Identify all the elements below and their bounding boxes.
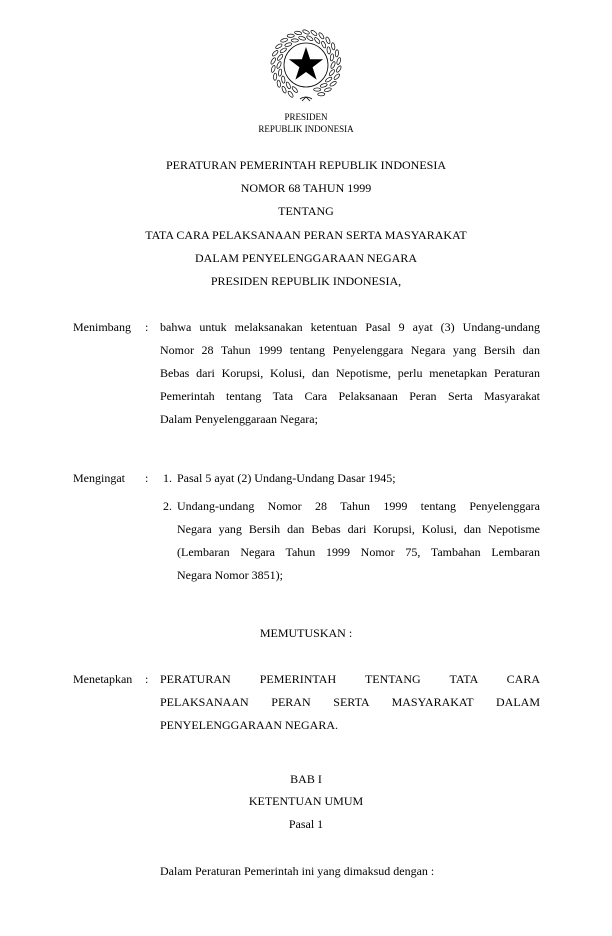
title-line: PERATURAN PEMERINTAH REPUBLIK INDONESIA bbox=[165, 158, 447, 172]
wreath-leaf bbox=[281, 76, 285, 84]
wreath-leaf bbox=[280, 38, 288, 43]
wreath-leaf bbox=[310, 29, 318, 36]
chapter-title: KETENTUAN UMUM bbox=[248, 794, 364, 808]
list-item-number: 2. bbox=[163, 498, 172, 513]
wreath-leaf bbox=[270, 57, 277, 65]
menimbang-line: Pemerintah tentang Tata Cara Pelaksanaan Peran Serta Masyarakat bbox=[160, 388, 540, 403]
list-item-line: Pasal 5 ayat (2) Undang-Undang Dasar 1945; bbox=[177, 470, 396, 485]
issuer-header bbox=[0, 111, 612, 135]
wreath-leaf bbox=[314, 88, 321, 91]
list-item-line: Undang-undang Nomor 28 Tahun 1999 tentang Penyelenggara bbox=[177, 498, 540, 513]
article-number: Pasal 1 bbox=[288, 816, 324, 831]
menimbang-line: bahwa untuk melaksanakan ketentuan Pasal 9 ayat (3) Undang-undang bbox=[160, 319, 540, 334]
wreath-leaf bbox=[291, 39, 298, 42]
menimbang-label: Menimbang bbox=[73, 319, 131, 334]
wreath-leaf bbox=[285, 81, 291, 89]
star-wreath-emblem-icon bbox=[266, 25, 346, 105]
wreath-leaf bbox=[335, 50, 339, 57]
wreath-leaf bbox=[329, 81, 337, 87]
wreath-leaf bbox=[287, 90, 294, 98]
menimbang-line: Dalam Penyelenggaraan Negara; bbox=[160, 411, 318, 426]
list-item-line: (Lembaran Negara Tahun 1999 Nomor 75, Tambahan Lembaran bbox=[177, 544, 540, 559]
wreath-leaf bbox=[314, 37, 321, 45]
list-item-line: Negara yang Bersih dan Bebas dari Korupsi, Kolusi, dan Nepotisme bbox=[177, 521, 540, 536]
wreath-leaf bbox=[321, 41, 327, 49]
wreath-leaf bbox=[330, 61, 336, 69]
issuer-line-president: PRESIDEN bbox=[284, 112, 328, 122]
menetapkan-line: PELAKSANAAN PERAN SERTA MASYARAKAT DALAM bbox=[160, 694, 540, 709]
wreath-leaf bbox=[294, 31, 302, 36]
wreath-leaf bbox=[279, 47, 287, 54]
title-line: DALAM PENYELENGGARAAN NEGARA bbox=[195, 250, 417, 265]
wreath-leaf bbox=[277, 54, 284, 62]
wreath-leaf bbox=[306, 35, 314, 42]
wreath-leaf bbox=[277, 80, 281, 88]
chapter-heading bbox=[0, 768, 612, 836]
title-line: NOMOR 68 TAHUN 1999 bbox=[240, 181, 372, 196]
chapter-number: BAB I bbox=[290, 771, 322, 786]
wreath-leaf bbox=[271, 50, 278, 57]
wreath-leaf bbox=[287, 34, 294, 38]
list-item bbox=[177, 467, 540, 490]
wreath-leaf bbox=[327, 47, 331, 55]
wreath-leaf bbox=[331, 42, 335, 50]
ribbon-icon bbox=[300, 97, 312, 101]
wreath-leaf bbox=[273, 73, 277, 80]
wreath-leaf bbox=[302, 29, 310, 35]
wreath-leaf bbox=[330, 54, 334, 62]
title-line: TENTANG bbox=[278, 204, 334, 219]
regulation-title bbox=[0, 154, 612, 293]
list-item-line: Negara Nomor 3851); bbox=[177, 567, 283, 582]
menimbang-text bbox=[160, 316, 540, 431]
wreath-leaf bbox=[336, 57, 341, 65]
title-line: TATA CARA PELAKSANAAN PERAN SERTA MASYARAKAT bbox=[145, 227, 467, 242]
wreath-leaf bbox=[318, 32, 325, 40]
mengingat-colon: : bbox=[145, 470, 149, 485]
list-item bbox=[177, 495, 540, 587]
wreath-leaf bbox=[335, 65, 342, 73]
menetapkan-colon: : bbox=[145, 671, 149, 686]
wreath-leaf bbox=[271, 65, 276, 73]
wreath-leaf bbox=[298, 36, 306, 41]
wreath-leaf bbox=[328, 69, 335, 77]
decision-heading: MEMUTUSKAN : bbox=[259, 625, 353, 640]
mengingat-label: Mengingat bbox=[73, 470, 125, 485]
wreath-leaf bbox=[325, 76, 333, 83]
wreath-leaf bbox=[284, 42, 292, 47]
article-intro: Dalam Peraturan Pemerintah ini yang dimaksud dengan : bbox=[160, 863, 435, 878]
wreath-leaf bbox=[325, 36, 331, 44]
menetapkan-line: PERATURAN PEMERINTAH TENTANG TATA CARA bbox=[160, 671, 540, 686]
menimbang-line: Nomor 28 Tahun 1999 tentang Penyelenggara Negara yang Bersih dan bbox=[160, 342, 540, 357]
wreath-leaf bbox=[278, 69, 282, 77]
menimbang-colon: : bbox=[145, 319, 149, 334]
wreath-leaf bbox=[291, 86, 298, 94]
wreath-leaf bbox=[275, 43, 283, 49]
wreath-leaf bbox=[324, 87, 332, 92]
menimbang-line: Bebas dari Korupsi, Kolusi, dan Nepotisme, perlu menetapkan Peraturan bbox=[160, 365, 540, 380]
menetapkan-text bbox=[160, 668, 540, 737]
wreath-leaf bbox=[320, 83, 328, 88]
star-icon bbox=[289, 47, 323, 80]
title-line: PRESIDEN REPUBLIK INDONESIA, bbox=[210, 273, 402, 288]
menetapkan-label: Menetapkan bbox=[73, 671, 133, 686]
wreath-leaf bbox=[333, 73, 340, 80]
list-item-number: 1. bbox=[163, 470, 172, 485]
menetapkan-line: PENYELENGGARAAN NEGARA. bbox=[160, 717, 338, 732]
issuer-line-republic: REPUBLIK INDONESIA bbox=[258, 124, 354, 134]
wreath-leaf bbox=[276, 61, 282, 69]
wreath-leaf bbox=[318, 92, 325, 96]
wreath-leaf bbox=[281, 86, 287, 94]
